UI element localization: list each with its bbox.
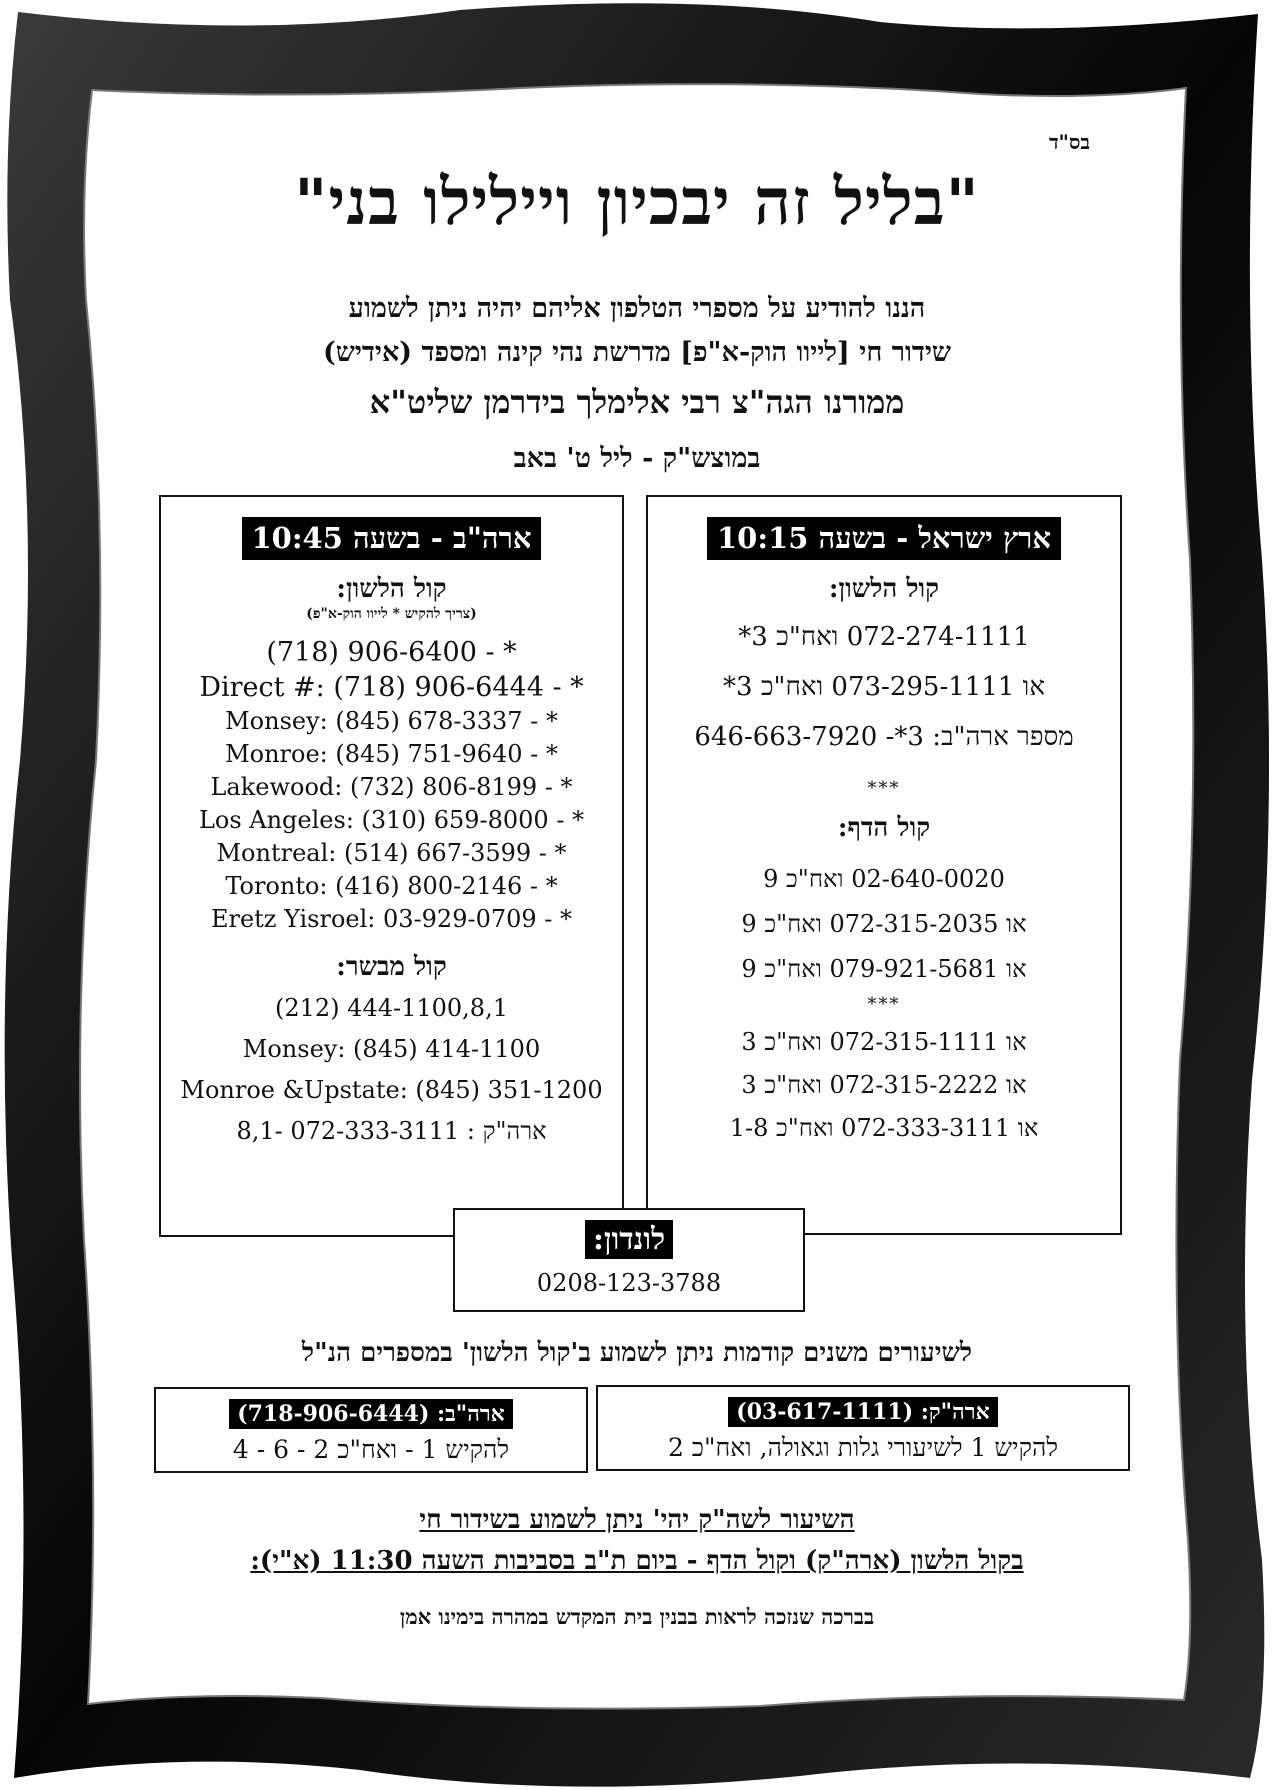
israel-separator-2: *** bbox=[867, 994, 901, 1015]
london-title: לונדון: bbox=[585, 1220, 673, 1259]
previous-israel-label: ארה"ק: (03-617-1111) bbox=[728, 1397, 997, 1427]
previous-heading: לשיעורים משנים קודמות ניתן לשמוע ב'קול הלשון' במספרים הנ"ל bbox=[301, 1338, 973, 1368]
usa-mevaser-4: ארה"ק : 072-333-3111 -8,1 bbox=[236, 1117, 547, 1145]
usa-mevaser-3: Monroe &Upstate: (845) 351-1200 bbox=[180, 1076, 603, 1104]
previous-israel-box bbox=[596, 1385, 1130, 1471]
footer-line-2: בקול הלשון (ארה"ק) וקול הדף - ביום ת"ב בסביבות השעה 11:30 (א"י): bbox=[250, 1546, 1024, 1576]
intro-line-1: הננו להודיע על מספרי הטלפון אליהם יהיה ניתן לשמוע bbox=[348, 293, 926, 324]
israel-kol-halashon-2: או 073-295-1111 ואח"כ 3* bbox=[723, 672, 1045, 702]
intro-line-2: שידור חי [לייוו הוק-א"פ] מדרשת נהי קינה ומספד (אידיש) bbox=[322, 337, 952, 368]
israel-more-3: או 072-333-3111 ואח"כ 1-8 bbox=[729, 1114, 1039, 1142]
usa-number-monroe: Monroe: (845) 751-9640 - * bbox=[225, 740, 558, 768]
israel-kol-halashon-3: מספר ארה"ב: 3*- 646-663-7920 bbox=[694, 722, 1074, 752]
footer-blessing: בברכה שנזכה לראות בבנין בית המקדש במהרה בימינו אמן bbox=[399, 1604, 875, 1629]
israel-kol-halashon-1: 072-274-1111 ואח"כ 3* bbox=[738, 622, 1030, 652]
usa-mevaser-1: (212) 444-1100,8,1 bbox=[275, 994, 508, 1022]
bsd-mark: בס"ד bbox=[1048, 130, 1090, 154]
intro-line-4: במוצש"ק - ליל ט' באב bbox=[513, 443, 761, 474]
page-title: "בליל זה יבכיון ויילילו בני" bbox=[294, 165, 980, 240]
usa-number-los-angeles: Los Angeles: (310) 659-8000 - * bbox=[198, 806, 585, 834]
israel-kol-hadaf-2: או 072-315-2035 ואח"כ 9 bbox=[741, 910, 1027, 938]
israel-more-1: או 072-315-1111 ואח"כ 3 bbox=[741, 1028, 1027, 1056]
previous-usa-box bbox=[154, 1387, 588, 1473]
usa-kol-mevaser-title: קול מבשר: bbox=[336, 952, 447, 982]
intro-line-3: ממורנו הגה"צ רבי אלימלך בידרמן שליט"א bbox=[369, 383, 905, 421]
israel-more-2: או 072-315-2222 ואח"כ 3 bbox=[741, 1071, 1027, 1099]
usa-number-monsey: Monsey: (845) 678-3337 - * bbox=[225, 707, 558, 735]
previous-usa-text: להקיש 1 - ואח"כ 2 - 6 - 4 bbox=[232, 1435, 510, 1464]
footer-line-1: השיעור לשה"ק יהי' ניתן לשמוע בשידור חי bbox=[419, 1505, 855, 1535]
israel-kol-hadaf-1: 02-640-0020 ואח"כ 9 bbox=[763, 865, 1005, 893]
usa-number-direct: Direct #: (718) 906-6444 - * bbox=[199, 672, 584, 703]
usa-number-toronto: Toronto: (416) 800-2146 - * bbox=[225, 872, 558, 900]
usa-number-montreal: Montreal: (514) 667-3599 - * bbox=[216, 839, 567, 867]
israel-kol-hadaf-3: או 079-921-5681 ואח"כ 9 bbox=[741, 955, 1027, 983]
previous-usa-label: ארה"ב: (718-906-6444) bbox=[229, 1399, 513, 1429]
usa-number-eretz-yisroel: Eretz Yisroel: 03-929-0709 - * bbox=[210, 905, 573, 933]
usa-mevaser-2: Monsey: (845) 414-1100 bbox=[242, 1035, 541, 1063]
israel-kol-hadaf-title: קול הדף: bbox=[837, 813, 931, 843]
usa-kol-halashon-note: (צריך להקיש * לייוו הוק-א"פ) bbox=[306, 606, 477, 622]
usa-box bbox=[159, 495, 624, 1237]
israel-kol-halashon-title: קול הלשון: bbox=[828, 574, 940, 604]
usa-kol-halashon-title: קול הלשון: bbox=[336, 574, 447, 604]
usa-title: ארה"ב - בשעה 10:45 bbox=[242, 517, 542, 560]
london-box bbox=[453, 1208, 805, 1312]
israel-box bbox=[646, 495, 1122, 1235]
london-number: 0208-123-3788 bbox=[536, 1269, 722, 1297]
usa-number-main: (718) 906-6400 - * bbox=[266, 637, 517, 668]
usa-number-lakewood: Lakewood: (732) 806-8199 - * bbox=[210, 773, 573, 801]
israel-separator: *** bbox=[867, 778, 901, 799]
previous-israel-text: להקיש 1 לשיעורי גלות וגאולה, ואח"כ 2 bbox=[667, 1433, 1059, 1462]
israel-title: ארץ ישראל - בשעה 10:15 bbox=[707, 517, 1061, 560]
